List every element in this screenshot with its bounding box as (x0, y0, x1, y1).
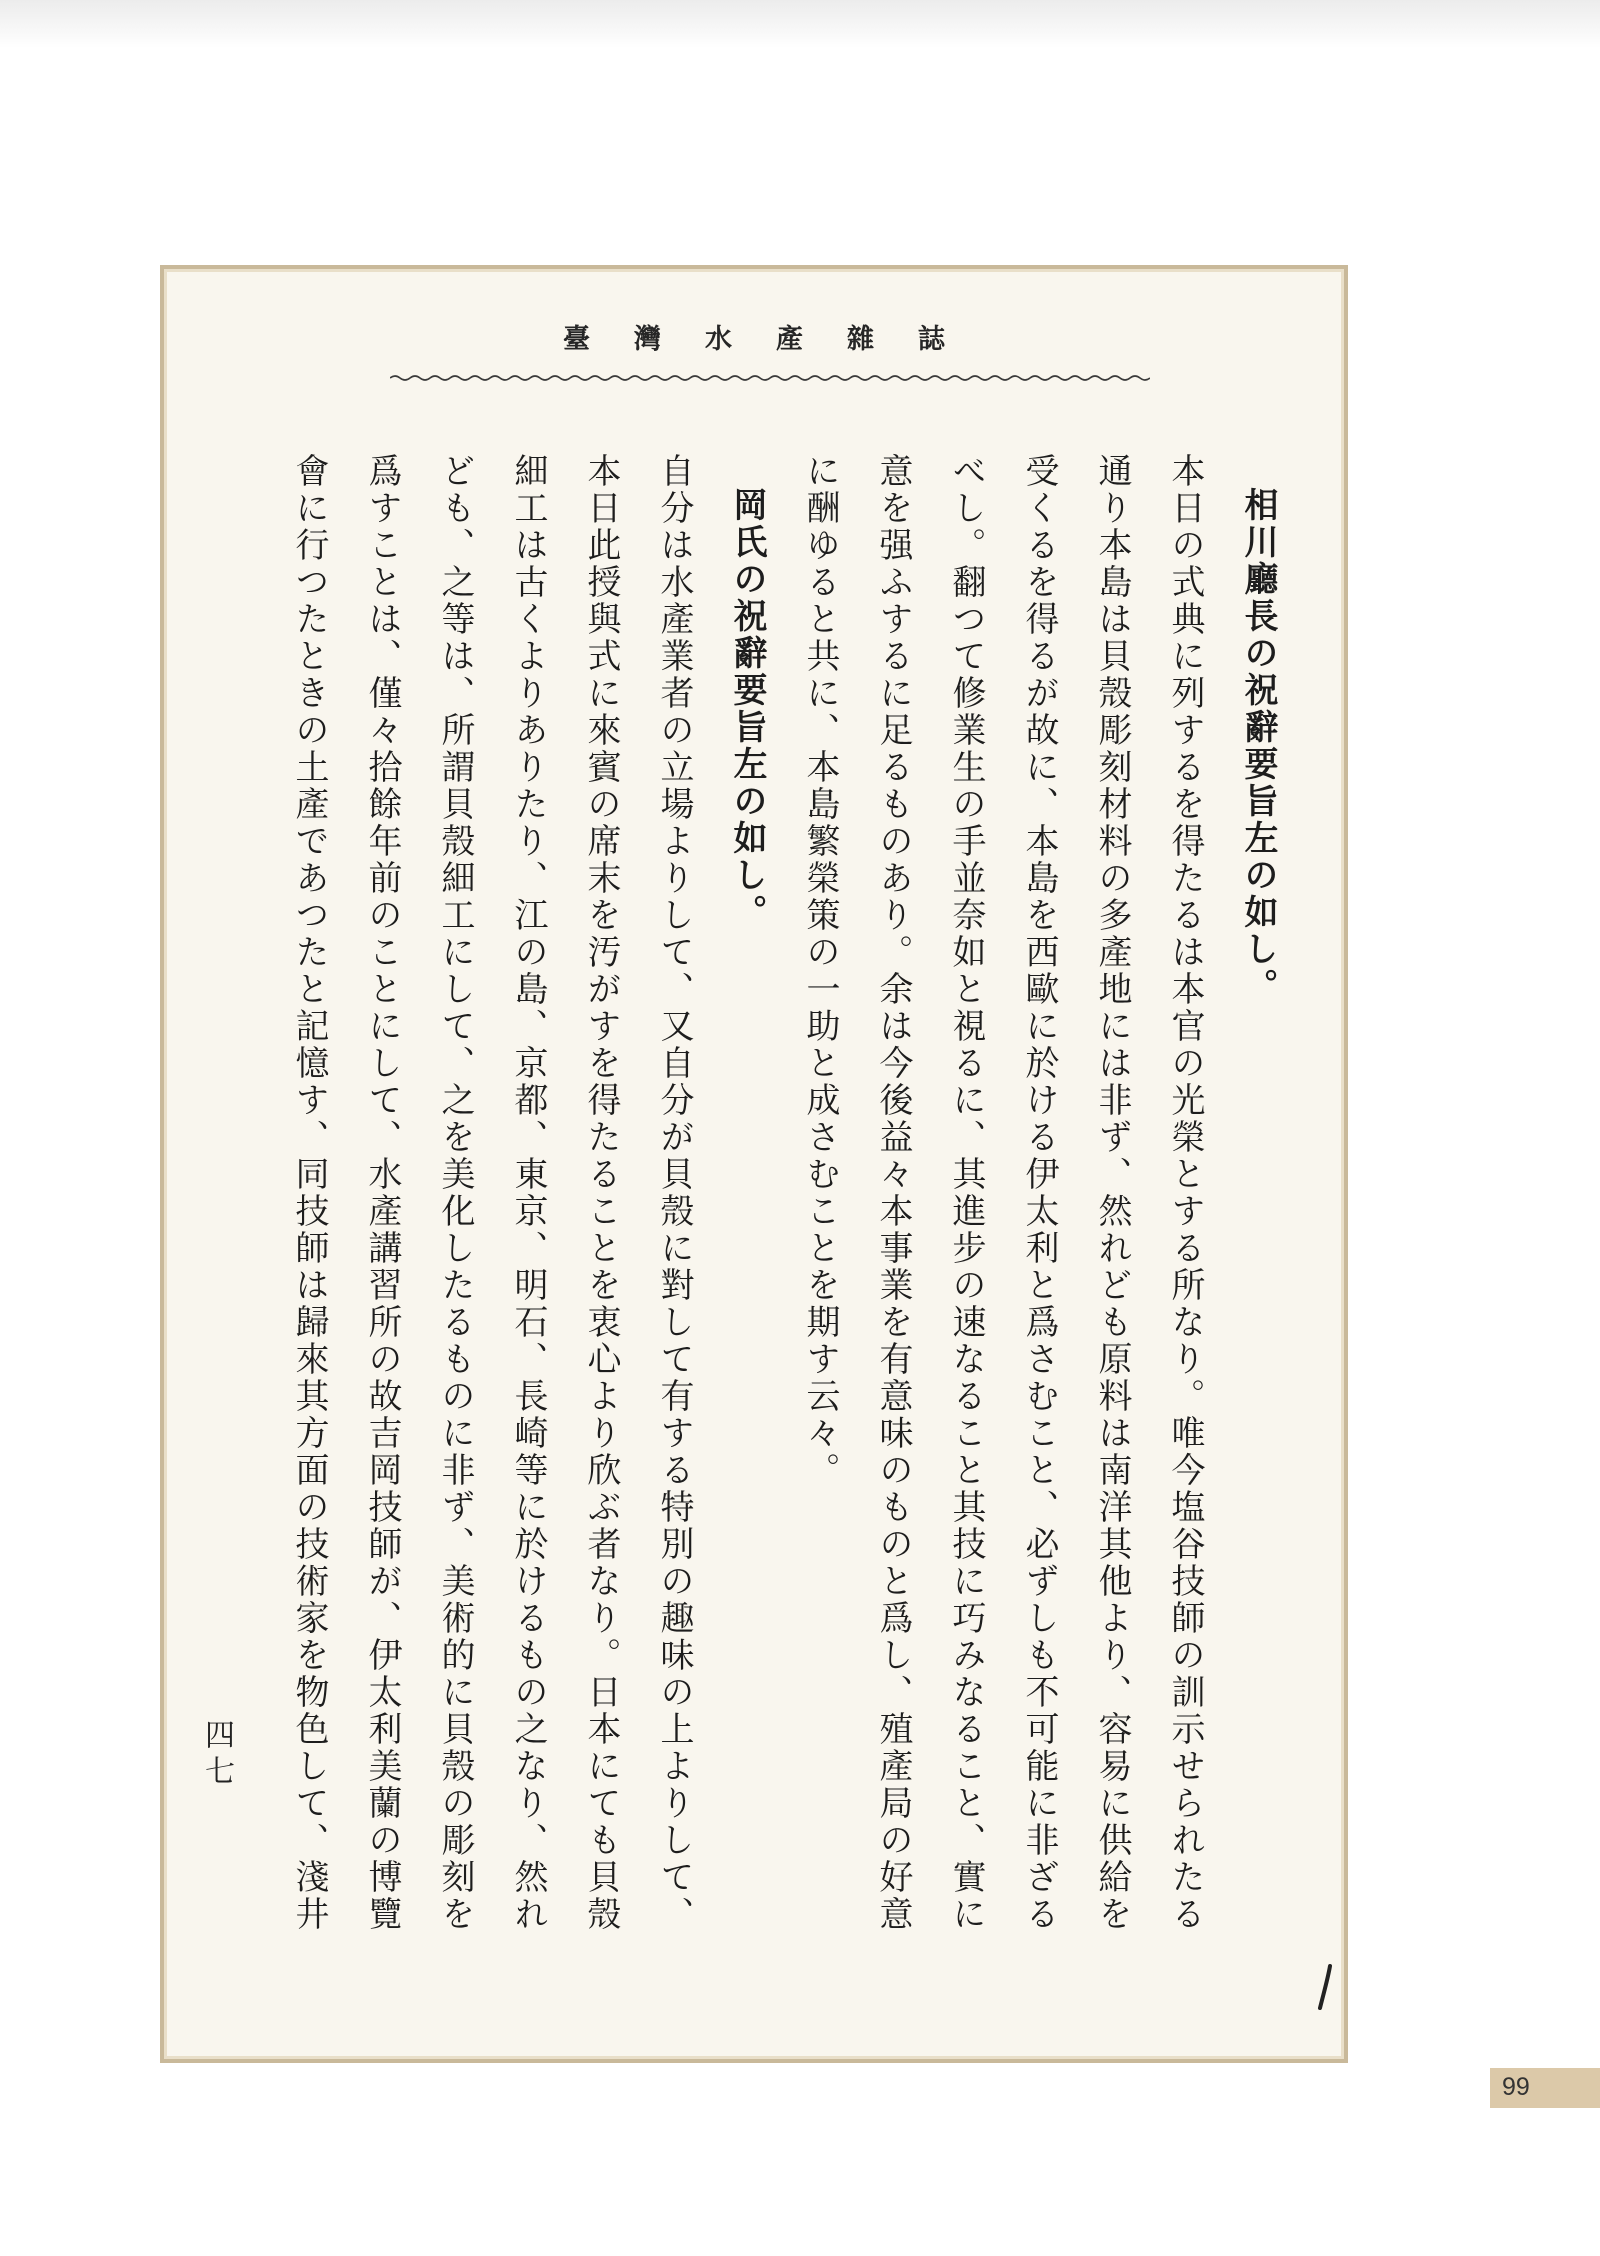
folio-page-number: 四七 (199, 1719, 234, 1791)
header-wavy-rule (390, 373, 1150, 383)
scan-top-shadow (0, 0, 1600, 48)
article-paragraph-aikawa: 本日の式典に列するを得たるは本官の光榮とする所なり。唯今塩谷技師の訓示せられたる通り本島は貝殼彫刻材料の多產地には非ず、然れども原料は南洋其他より、容易に供給を受くるを得るが故に、本島を西歐に於ける伊太利と爲さむこと、必ずしも不可能に非ざるべし。翻つて修業生の手並奈如と視るに、其進步の速なること其技に巧みなること、實に意を强ふするに足るものあり。余は今後益々本事業を有意味のものと爲し、殖產局の好意に酬ゆると共に、本島繁榮策の一助と成さむことを期す云々。 (800, 453, 1205, 1933)
journal-header: 臺灣水產雜誌 (563, 324, 989, 355)
article-title-oka: 岡氏の祝辭要旨左の如し。 (727, 487, 767, 931)
article-body (262, 419, 1294, 1939)
scanned-page (160, 265, 1348, 2063)
scan-page-number: 99 (1490, 2068, 1600, 2108)
article-paragraph-oka: 自分は水產業者の立場よりして、又自分が貝殼に對して有する特別の趣味の上よりして、本日此授與式に來賓の席末を汚がすを得たることを衷心より欣ぶ者なり。日本にても貝殼細工は古くよりありたり、江の島、京都、東京、明石、長崎等に於けるもの之なり、然れども、之等は、所謂貝殼細工にして、之を美化したるものに非ず、美術的に貝殼の彫刻を爲すことは、僅々拾餘年前のことにして、水產講習所の故吉岡技師が、伊太利美蘭の博覽會に行つたときの土產であつたと記憶す、同技師は歸來其方面の技術家を物色して、淺井 (289, 453, 694, 1933)
article-title-aikawa: 相川廳長の祝辭要旨左の如し。 (1238, 487, 1278, 1005)
pencil-tick-mark (1314, 1964, 1338, 2010)
